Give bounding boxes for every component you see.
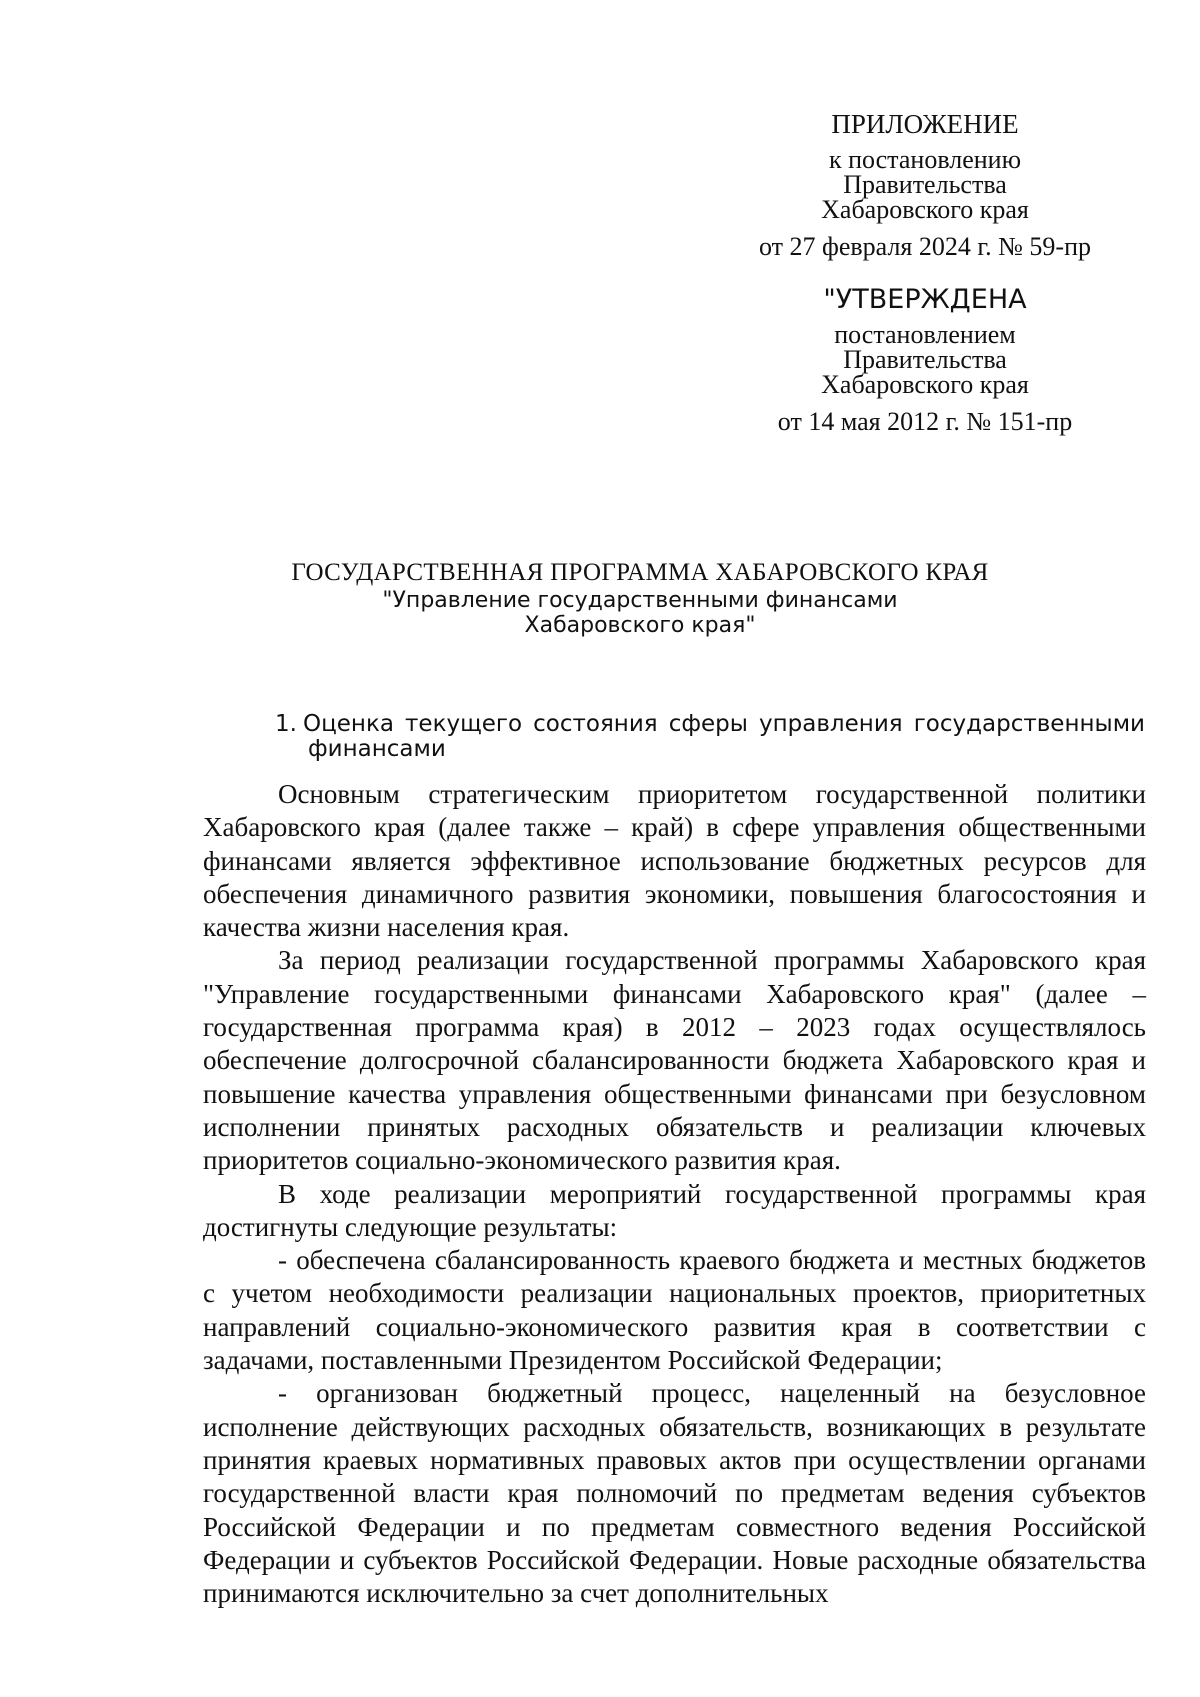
annex-line-2: Правительства bbox=[843, 170, 1007, 199]
annex-line-3: Хабаровского края bbox=[821, 195, 1029, 224]
section-number: 1. bbox=[275, 711, 297, 737]
program-title: ГОСУДАРСТВЕННАЯ ПРОГРАММА ХАБАРОВСКОГО КРАЯ bbox=[291, 559, 989, 586]
list-item: - организован бюджетный процесс, нацеленный на безусловное исполнение действующих расходных обязательств, возникающих в результате принятия краевых нормативных правовых актов при осуществлении органами государственной власти края полномочий по предметам ведения субъектов Российской Федерации и по предметам совместного ведения Российской Федерации и субъектов Российской Федерации. Новые расходные обязательства принимаются исключительно за счет дополнительных bbox=[203, 1378, 1146, 1609]
approved-date: от 14 мая 2012 г. № 151-пр bbox=[777, 407, 1073, 436]
approved-line-1: постановлением bbox=[834, 320, 1016, 349]
approved-line-2: Правительства bbox=[843, 345, 1007, 374]
paragraph: Основным стратегическим приоритетом государственной политики Хабаровского края (далее также – край) в сфере управления общественными финансами является эффективное использование бюджетных ресурсов для обеспечения динамичного развития экономики, повышения благосостояния и качества жизни населения края. bbox=[203, 779, 1146, 943]
section-heading-line-2: финансами bbox=[308, 736, 446, 762]
section-heading-text: Оценка текущего состояния сферы управления государственными bbox=[303, 711, 1145, 737]
program-subtitle-line-2: Хабаровского края" bbox=[524, 613, 756, 638]
section-heading bbox=[275, 712, 1145, 762]
annex-line-1: к постановлению bbox=[828, 145, 1022, 174]
section-heading-line-1 bbox=[275, 712, 1145, 737]
approved-heading: "УТВЕРЖДЕНА bbox=[823, 284, 1027, 315]
approved-line-3: Хабаровского края bbox=[821, 370, 1029, 399]
program-subtitle-line-1: "Управление государственными финансами bbox=[382, 588, 898, 613]
approved-header bbox=[745, 284, 1105, 436]
annex-header bbox=[745, 109, 1105, 261]
body-text bbox=[203, 778, 1146, 1610]
list-item: - обеспечена сбалансированность краевого бюджета и местных бюджетов с учетом необходимости реализации национальных проектов, приоритетных направлений социально-экономического развития края в соответствии с задачами, поставленными Президентом Российской Федерации; bbox=[203, 1245, 1146, 1376]
program-title-block bbox=[200, 558, 1080, 638]
annex-heading: ПРИЛОЖЕНИЕ bbox=[831, 109, 1019, 139]
paragraph: В ходе реализации мероприятий государственной программы края достигнуты следующие результаты: bbox=[203, 1178, 1146, 1242]
paragraph: За период реализации государственной программы Хабаровского края "Управление государственными финансами Хабаровского края" (далее – государственная программа края) в 2012 – 2023 годах осуществлялось обеспечение долгосрочной сбалансированности бюджета Хабаровского края и повышение качества управления общественными финансами при безусловном исполнении принятых расходных обязательств и реализации ключевых приоритетов социально-экономического развития края. bbox=[203, 945, 1146, 1176]
annex-date: от 27 февраля 2024 г. № 59-пр bbox=[759, 232, 1091, 261]
